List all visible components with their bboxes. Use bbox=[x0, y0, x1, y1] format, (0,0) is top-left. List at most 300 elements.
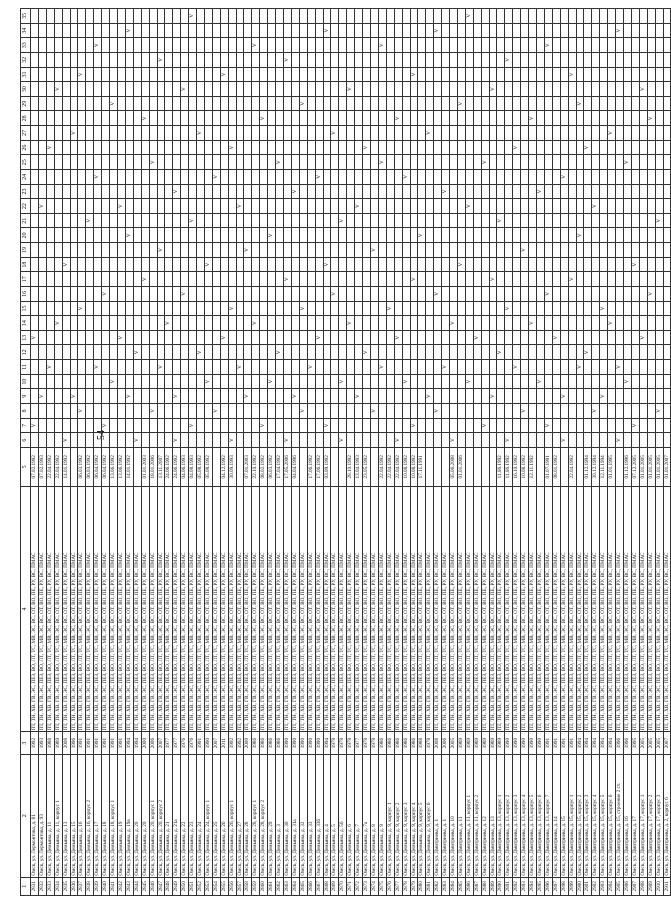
mark-cell bbox=[434, 243, 442, 258]
mark-cell: V bbox=[165, 316, 173, 331]
table-cell: ПТ, ТН, ХВ, ГВ, ЭС, ПЕЗ, ВО, ЛТ, ТС, МВ, ЭС, ВС, ОТ, ВО, ПЕ, РУ, ВС, ПМАС bbox=[94, 486, 102, 732]
mark-cell bbox=[592, 287, 600, 302]
mark-cell bbox=[189, 287, 197, 302]
mark-cell bbox=[355, 170, 363, 185]
mark-cell bbox=[663, 213, 671, 228]
mark-cell bbox=[244, 272, 252, 287]
mark-cell bbox=[568, 155, 576, 170]
mark-cell bbox=[331, 243, 339, 258]
mark-cell bbox=[284, 184, 292, 199]
mark-cell bbox=[339, 330, 347, 345]
table-row bbox=[552, 9, 560, 896]
mark-cell bbox=[62, 67, 70, 82]
mark-cell bbox=[457, 389, 465, 404]
mark-cell bbox=[46, 404, 54, 419]
mark-cell bbox=[125, 374, 133, 389]
mark-cell bbox=[133, 213, 141, 228]
mark-cell bbox=[54, 418, 62, 433]
mark-cell bbox=[363, 374, 371, 389]
mark-cell bbox=[370, 67, 378, 82]
table-cell: ПТ, ТН, ХВ, ГВ, ЭС, ПЕЗ, ВО, ЛТ, ТС, МВ, ЭС, ВС, ОТ, ВО, ПЕ, РУ, ВС, ПМАС bbox=[141, 486, 149, 732]
mark-cell bbox=[70, 330, 78, 345]
mark-cell bbox=[94, 126, 102, 141]
table-cell: 1990 bbox=[521, 732, 529, 755]
mark-cell bbox=[94, 374, 102, 389]
mark-cell bbox=[268, 184, 276, 199]
mark-cell bbox=[86, 404, 94, 419]
mark-cell bbox=[465, 257, 473, 272]
mark-cell bbox=[473, 82, 481, 97]
mark-cell bbox=[291, 330, 299, 345]
mark-cell bbox=[149, 433, 157, 448]
mark-cell bbox=[212, 199, 220, 214]
mark-cell: V bbox=[315, 330, 323, 345]
mark-cell: V bbox=[616, 433, 624, 448]
mark-cell: V bbox=[513, 360, 521, 375]
mark-cell bbox=[197, 257, 205, 272]
mark-cell bbox=[86, 38, 94, 53]
mark-cell bbox=[220, 243, 228, 258]
mark-cell: V bbox=[497, 345, 505, 360]
mark-cell: V bbox=[647, 111, 655, 126]
mark-cell bbox=[315, 228, 323, 243]
mark-cell bbox=[110, 418, 118, 433]
table-cell: Омск, ул. Демьяна, д. 21 bbox=[165, 754, 173, 877]
mark-cell bbox=[315, 213, 323, 228]
mark-cell: V bbox=[284, 272, 292, 287]
mark-cell bbox=[631, 213, 639, 228]
table-row bbox=[125, 9, 133, 896]
mark-cell bbox=[331, 199, 339, 214]
table-cell: ПТ, ТН, ХВ, ГВ, ЭС, ПЕЗ, ВО, ЛТ, ТС, МВ, ЭС, ВС, ОТ, ВО, ПЕ, РУ, ВС, ПМАС bbox=[631, 486, 639, 732]
mark-cell bbox=[38, 213, 46, 228]
mark-cell: V bbox=[78, 404, 86, 419]
mark-cell bbox=[442, 23, 450, 38]
mark-cell bbox=[117, 360, 125, 375]
mark-cell bbox=[489, 301, 497, 316]
mark-cell bbox=[31, 228, 39, 243]
mark-cell bbox=[110, 170, 118, 185]
mark-cell bbox=[149, 126, 157, 141]
mark-cell: V bbox=[125, 23, 133, 38]
mark-cell bbox=[181, 228, 189, 243]
mark-cell bbox=[426, 170, 434, 185]
table-cell: 1994 bbox=[584, 732, 592, 755]
table-cell: ПТ, ТН, ХВ, ГВ, ЭС, ПЕЗ, ВО, ЛТ, ТС, МВ, ЭС, ВС, ОТ, ВО, ПЕ, РУ, ВС, ПМАС bbox=[457, 486, 465, 732]
mark-cell bbox=[513, 82, 521, 97]
mark-cell bbox=[165, 257, 173, 272]
table-cell: 1994 bbox=[125, 732, 133, 755]
mark-cell bbox=[307, 184, 315, 199]
mark-cell bbox=[418, 272, 426, 287]
mark-cell bbox=[339, 257, 347, 272]
mark-cell bbox=[181, 418, 189, 433]
mark-cell: V bbox=[465, 199, 473, 214]
mark-cell bbox=[339, 345, 347, 360]
mark-cell bbox=[410, 38, 418, 53]
mark-cell bbox=[592, 228, 600, 243]
mark-cell bbox=[236, 140, 244, 155]
table-row bbox=[473, 9, 481, 896]
mark-cell bbox=[608, 374, 616, 389]
mark-cell bbox=[584, 418, 592, 433]
mark-cell bbox=[410, 140, 418, 155]
table-cell: ПТ, ТН, ХВ, ГВ, ЭС, ПЕЗ, ВО, ЛТ, ТС, МВ, ЭС, ВС, ОТ, ВО, ПЕ, РУ, ВС, ПМАС bbox=[102, 486, 110, 732]
mark-cell bbox=[117, 184, 125, 199]
mark-cell bbox=[315, 23, 323, 38]
mark-cell: V bbox=[299, 301, 307, 316]
mark-cell bbox=[608, 170, 616, 185]
mark-cell bbox=[529, 170, 537, 185]
table-cell: 2835 bbox=[62, 877, 70, 895]
mark-cell bbox=[133, 330, 141, 345]
mark-cell bbox=[86, 389, 94, 404]
mark-cell bbox=[576, 389, 584, 404]
mark-cell bbox=[46, 9, 54, 24]
mark-cell bbox=[568, 53, 576, 68]
mark-cell bbox=[252, 433, 260, 448]
mark-cell: V bbox=[489, 82, 497, 97]
mark-cell bbox=[608, 243, 616, 258]
mark-cell bbox=[181, 301, 189, 316]
mark-cell bbox=[276, 111, 284, 126]
mark-cell bbox=[402, 184, 410, 199]
mark-cell: V bbox=[284, 53, 292, 68]
mark-cell bbox=[117, 126, 125, 141]
mark-cell bbox=[339, 155, 347, 170]
mark-cell bbox=[189, 389, 197, 404]
mark-cell bbox=[355, 53, 363, 68]
page-number: 54 bbox=[96, 430, 107, 440]
table-cell: 2000 bbox=[141, 732, 149, 755]
mark-cell bbox=[655, 53, 663, 68]
mark-cell bbox=[505, 389, 513, 404]
table-cell: 2867 bbox=[315, 877, 323, 895]
mark-cell bbox=[521, 287, 529, 302]
mark-cell bbox=[513, 9, 521, 24]
mark-cell bbox=[125, 126, 133, 141]
mark-cell bbox=[197, 170, 205, 185]
table-cell: 2873 bbox=[363, 877, 371, 895]
table-cell: 22.04.1992 bbox=[46, 447, 54, 486]
mark-cell bbox=[252, 96, 260, 111]
mark-cell bbox=[355, 184, 363, 199]
mark-cell bbox=[378, 67, 386, 82]
mark-cell bbox=[465, 82, 473, 97]
mark-cell bbox=[220, 96, 228, 111]
mark-cell bbox=[370, 213, 378, 228]
table-cell: 1991 bbox=[568, 732, 576, 755]
mark-cell bbox=[291, 213, 299, 228]
mark-cell bbox=[434, 433, 442, 448]
mark-cell bbox=[173, 316, 181, 331]
mark-cell bbox=[560, 67, 568, 82]
mark-cell bbox=[165, 184, 173, 199]
mark-cell bbox=[110, 82, 118, 97]
mark-cell bbox=[173, 111, 181, 126]
mark-cell bbox=[291, 418, 299, 433]
mark-cell bbox=[631, 243, 639, 258]
mark-cell: V bbox=[220, 67, 228, 82]
mark-cell bbox=[608, 9, 616, 24]
mark-cell bbox=[315, 404, 323, 419]
mark-cell bbox=[386, 23, 394, 38]
mark-cell: V bbox=[521, 243, 529, 258]
mark-cell bbox=[418, 389, 426, 404]
table-cell: 01.12.1996 bbox=[623, 447, 631, 486]
mark-cell bbox=[299, 38, 307, 53]
mark-cell bbox=[513, 38, 521, 53]
mark-cell bbox=[228, 67, 236, 82]
mark-cell bbox=[260, 374, 268, 389]
mark-cell bbox=[228, 243, 236, 258]
mark-cell bbox=[94, 140, 102, 155]
mark-cell bbox=[631, 228, 639, 243]
mark-cell bbox=[584, 257, 592, 272]
mark-cell bbox=[394, 345, 402, 360]
mark-cell bbox=[402, 360, 410, 375]
mark-cell bbox=[529, 345, 537, 360]
table-cell: Омск, ул. Дмитриева, д. 17, корпус 1 bbox=[639, 754, 647, 877]
mark-cell bbox=[355, 228, 363, 243]
table-cell: 2892 bbox=[513, 877, 521, 895]
mark-cell bbox=[260, 23, 268, 38]
mark-cell bbox=[592, 374, 600, 389]
mark-cell bbox=[521, 126, 529, 141]
mark-cell: V bbox=[133, 433, 141, 448]
mark-cell bbox=[521, 170, 529, 185]
mark-cell bbox=[370, 199, 378, 214]
mark-cell bbox=[426, 330, 434, 345]
mark-cell bbox=[70, 345, 78, 360]
table-cell: ПТ, ТН, ХВ, ГВ, ЭС, ПЕЗ, ВО, ЛТ, ТС, МВ, ЭС, ВС, ОТ, ВО, ПЕ, РУ, ВС, ПМАС bbox=[402, 486, 410, 732]
mark-cell bbox=[426, 257, 434, 272]
mark-cell bbox=[260, 9, 268, 24]
table-cell: Омск, ул. Демьяна, д. 13 bbox=[62, 754, 70, 877]
mark-cell bbox=[260, 360, 268, 375]
mark-cell bbox=[117, 433, 125, 448]
mark-cell bbox=[394, 199, 402, 214]
mark-cell bbox=[94, 257, 102, 272]
table-row bbox=[141, 9, 149, 896]
mark-cell bbox=[363, 287, 371, 302]
mark-cell bbox=[252, 111, 260, 126]
mark-cell bbox=[94, 9, 102, 24]
mark-cell bbox=[450, 82, 458, 97]
mark-cell bbox=[220, 213, 228, 228]
mark-cell bbox=[70, 316, 78, 331]
table-cell bbox=[616, 447, 624, 486]
mark-cell bbox=[102, 243, 110, 258]
mark-cell bbox=[402, 287, 410, 302]
mark-cell bbox=[370, 155, 378, 170]
mark-cell bbox=[102, 360, 110, 375]
mark-cell bbox=[197, 23, 205, 38]
mark-cell bbox=[592, 301, 600, 316]
mark-cell bbox=[457, 23, 465, 38]
mark-cell bbox=[315, 53, 323, 68]
mark-cell bbox=[62, 184, 70, 199]
mark-cell bbox=[489, 345, 497, 360]
mark-cell bbox=[347, 287, 355, 302]
mark-cell: V bbox=[331, 287, 339, 302]
mark-cell: V bbox=[426, 389, 434, 404]
mark-cell bbox=[450, 111, 458, 126]
mark-cell bbox=[655, 23, 663, 38]
mark-cell: V bbox=[544, 287, 552, 302]
mark-cell bbox=[434, 272, 442, 287]
table-cell: 05.08.1992 bbox=[197, 447, 205, 486]
mark-cell bbox=[70, 374, 78, 389]
mark-cell bbox=[117, 23, 125, 38]
mark-cell bbox=[481, 330, 489, 345]
mark-cell: V bbox=[410, 418, 418, 433]
table-cell: ПТ, ТН, ХВ, ГВ, ЭС, ПЕЗ, ВО, ЛТ, ТС, МВ, ЭС, ВС, ОТ, ВО, ПЕ, РУ, ВС, ПМАС bbox=[165, 486, 173, 732]
mark-cell bbox=[141, 155, 149, 170]
mark-cell bbox=[252, 199, 260, 214]
mark-cell bbox=[370, 257, 378, 272]
mark-cell bbox=[378, 418, 386, 433]
mark-cell bbox=[284, 389, 292, 404]
mark-cell: V bbox=[363, 140, 371, 155]
table-cell: Омск, ул. Демьяна, д. 28, корпус 1 bbox=[252, 754, 260, 877]
table-cell: 1991 bbox=[94, 732, 102, 755]
mark-cell bbox=[489, 433, 497, 448]
mark-cell bbox=[102, 170, 110, 185]
mark-cell bbox=[386, 360, 394, 375]
mark-cell bbox=[133, 257, 141, 272]
mark-cell bbox=[442, 287, 450, 302]
table-cell: 2842 bbox=[117, 877, 125, 895]
mark-cell bbox=[544, 345, 552, 360]
mark-cell bbox=[473, 9, 481, 24]
mark-cell bbox=[125, 184, 133, 199]
mark-cell bbox=[663, 23, 671, 38]
mark-cell: V bbox=[102, 287, 110, 302]
mark-cell bbox=[102, 228, 110, 243]
mark-cell bbox=[94, 433, 102, 448]
mark-cell bbox=[291, 228, 299, 243]
mark-cell bbox=[378, 170, 386, 185]
mark-cell bbox=[260, 287, 268, 302]
mark-cell bbox=[331, 82, 339, 97]
mark-cell: V bbox=[323, 257, 331, 272]
mark-cell bbox=[560, 9, 568, 24]
mark-cell bbox=[110, 404, 118, 419]
mark-cell bbox=[173, 272, 181, 287]
mark-cell bbox=[189, 82, 197, 97]
mark-cell bbox=[141, 140, 149, 155]
mark-cell bbox=[315, 38, 323, 53]
table-cell: 1990 bbox=[513, 732, 521, 755]
table-cell: 1977 bbox=[173, 732, 181, 755]
mark-cell bbox=[260, 433, 268, 448]
table-cell: 24.06.1992 bbox=[173, 447, 181, 486]
mark-cell bbox=[189, 360, 197, 375]
table-row bbox=[236, 9, 244, 896]
table-row bbox=[212, 9, 220, 896]
table-cell: Омск, ул. Демьяна, д. 9, корпус 3 bbox=[402, 754, 410, 877]
mark-cell bbox=[623, 287, 631, 302]
mark-cell bbox=[244, 9, 252, 24]
table-row bbox=[165, 9, 173, 896]
mark-cell bbox=[386, 257, 394, 272]
mark-cell bbox=[276, 53, 284, 68]
mark-cell bbox=[363, 67, 371, 82]
table-row bbox=[54, 9, 62, 896]
mark-cell bbox=[46, 374, 54, 389]
mark-cell bbox=[497, 433, 505, 448]
mark-cell bbox=[663, 301, 671, 316]
mark-cell bbox=[568, 257, 576, 272]
mark-cell bbox=[655, 316, 663, 331]
mark-cell bbox=[117, 301, 125, 316]
mark-cell: V bbox=[228, 140, 236, 155]
mark-cell bbox=[94, 228, 102, 243]
table-cell: Омск, ул. Демьяна, д. 20, корпус 2 bbox=[157, 754, 165, 877]
table-cell: 24.06.1992 bbox=[165, 447, 173, 486]
mark-cell bbox=[331, 170, 339, 185]
mark-cell bbox=[252, 184, 260, 199]
table-cell: 2000 bbox=[244, 732, 252, 755]
mark-cell bbox=[378, 433, 386, 448]
mark-cell bbox=[141, 404, 149, 419]
table-cell: 2844 bbox=[133, 877, 141, 895]
mark-cell bbox=[38, 345, 46, 360]
mark-cell bbox=[647, 360, 655, 375]
table-cell: Омск, ул. Дмитриева, д. 15, корпус 2 bbox=[576, 754, 584, 877]
mark-cell bbox=[339, 170, 347, 185]
mark-cell bbox=[133, 418, 141, 433]
mark-cell bbox=[331, 345, 339, 360]
mark-cell bbox=[655, 82, 663, 97]
mark-cell: V bbox=[489, 272, 497, 287]
mark-cell bbox=[347, 67, 355, 82]
mark-cell bbox=[331, 184, 339, 199]
mark-cell bbox=[339, 140, 347, 155]
mark-cell bbox=[165, 404, 173, 419]
table-cell: ПТ, ТН, ХВ, ГВ, ЭС, ПЕЗ, ВО, ЛТ, ТС, МВ, ЭС, ВС, ОТ, ВО, ПЕ, РУ, ВС, ПМАС bbox=[529, 486, 537, 732]
mark-cell bbox=[299, 67, 307, 82]
mark-cell bbox=[616, 316, 624, 331]
mark-cell bbox=[141, 184, 149, 199]
mark-cell bbox=[252, 126, 260, 141]
mark-cell bbox=[268, 38, 276, 53]
mark-cell bbox=[442, 82, 450, 97]
mark-cell: V bbox=[31, 330, 39, 345]
mark-cell bbox=[244, 228, 252, 243]
mark-cell bbox=[331, 9, 339, 24]
table-cell: 06.04.1992 bbox=[94, 447, 102, 486]
table-cell: 17.06.1992 bbox=[315, 447, 323, 486]
mark-cell bbox=[149, 213, 157, 228]
table-row bbox=[78, 9, 86, 896]
mark-cell bbox=[173, 228, 181, 243]
mark-cell bbox=[544, 184, 552, 199]
mark-cell bbox=[592, 330, 600, 345]
mark-cell bbox=[54, 184, 62, 199]
mark-cell bbox=[568, 140, 576, 155]
mark-cell bbox=[481, 301, 489, 316]
mark-cell bbox=[268, 82, 276, 97]
mark-cell bbox=[331, 228, 339, 243]
mark-cell: V bbox=[141, 272, 149, 287]
mark-cell bbox=[489, 155, 497, 170]
mark-cell bbox=[560, 126, 568, 141]
mark-cell bbox=[339, 301, 347, 316]
mark-cell bbox=[236, 53, 244, 68]
table-cell: 2893 bbox=[521, 877, 529, 895]
